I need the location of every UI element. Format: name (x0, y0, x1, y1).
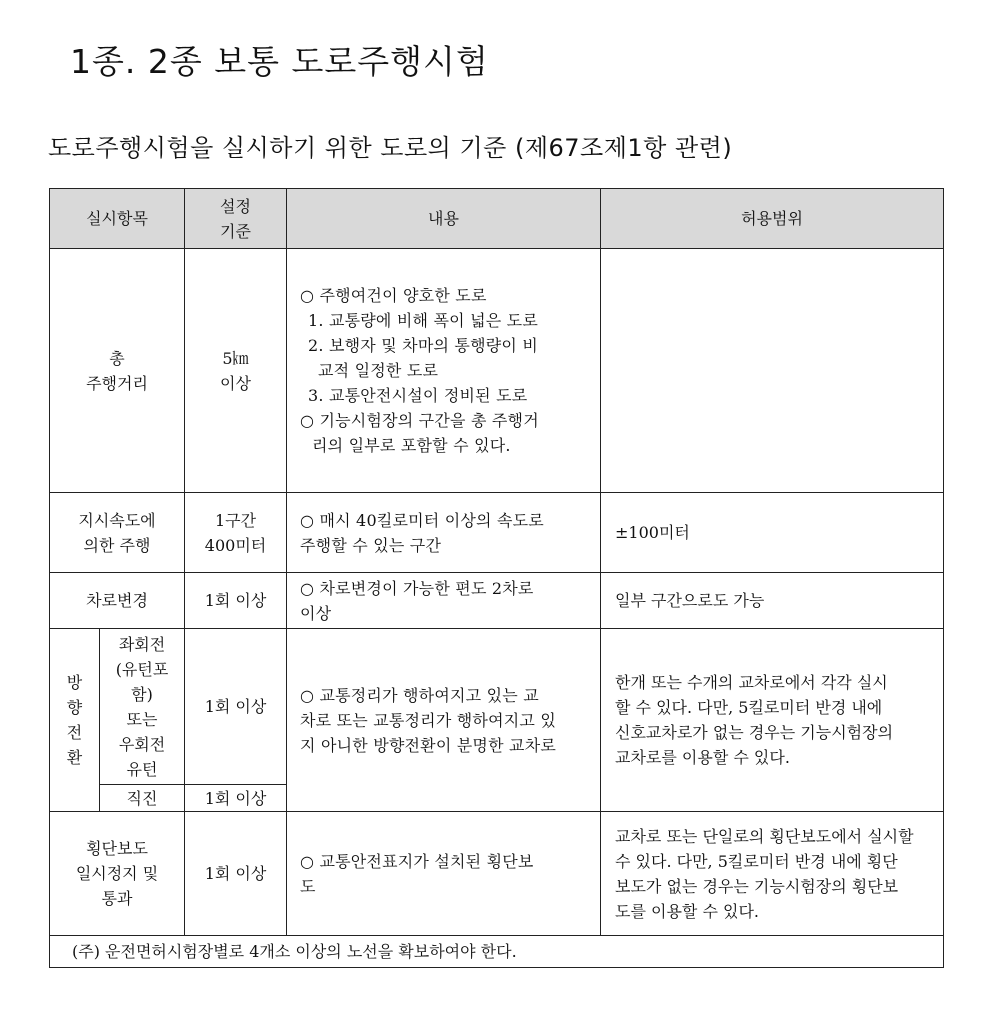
road-test-standards-table (49, 188, 944, 968)
content-line: ○ 교통정리가 행하여지고 있는 교 (300, 685, 539, 705)
range-line: 도를 이용할 수 있다. (615, 901, 760, 921)
table-row-lane-change (50, 573, 944, 629)
content-line: 1. 교통량에 비해 폭이 넓은 도로 (308, 311, 538, 330)
cell-item (50, 493, 185, 573)
range-line: 교차로 또는 단일로의 횡단보도에서 실시할 (615, 826, 914, 846)
cell-content (287, 812, 601, 936)
cell-standard (185, 493, 287, 573)
content-line: 도 (300, 876, 316, 896)
subitem-line: 유턴 (126, 759, 158, 779)
cell-standard: 1회 이상 (185, 812, 287, 936)
table-row-total-distance (50, 249, 944, 493)
cell-standard: 1회 이상 (185, 629, 287, 785)
subitem-line: 좌회전 (118, 634, 166, 654)
table-row-crosswalk (50, 812, 944, 936)
header-standard-line2: 기준 (220, 221, 251, 241)
content-line: 주행할 수 있는 구간 (300, 535, 442, 555)
content-line: 지 아니한 방향전환이 분명한 교차로 (300, 735, 556, 755)
subitem-line: (유턴포 (115, 659, 169, 679)
cell-subitem-turn (100, 629, 185, 785)
content-line: ○ 주행여건이 양호한 도로 (300, 286, 487, 305)
item-line2: 주행거리 (86, 373, 148, 393)
item-line: 횡단보도 (86, 839, 148, 858)
std-line1: 5㎞ (222, 348, 249, 368)
section-subtitle: 도로주행시험을 실시하기 위한 도로의 기준 (제67조제1항 관련) (48, 134, 733, 162)
cell-content (287, 629, 601, 812)
group-char: 전 (66, 723, 83, 742)
range-line: 수 있다. 다만, 5킬로미터 반경 내에 횡단 (615, 851, 898, 871)
header-item: 실시항목 (50, 189, 185, 249)
cell-standard (185, 249, 287, 493)
cell-standard: 1회 이상 (185, 573, 287, 629)
item-line: 일시정지 및 (75, 864, 159, 883)
item-line1: 총 (109, 348, 125, 368)
range-line: 할 수 있다. 다만, 5킬로미터 반경 내에 (615, 698, 883, 717)
content-line: 이상 (300, 603, 332, 623)
range-line: 신호교차로가 없는 경우는 기능시험장의 (615, 723, 894, 742)
content-line: 3. 교통안전시설이 정비된 도로 (308, 386, 528, 405)
cell-range (601, 249, 944, 493)
content-line: ○ 매시 40킬로미터 이상의 속도로 (300, 510, 544, 530)
table-note: (주) 운전면허시험장별로 4개소 이상의 노선을 확보하여야 한다. (50, 936, 944, 968)
cell-standard: 1회 이상 (185, 785, 287, 812)
cell-range (601, 812, 944, 936)
item-line1: 지시속도에 (78, 510, 156, 530)
table-row-direction-change (50, 629, 944, 785)
range-line: 한개 또는 수개의 교차로에서 각각 실시 (615, 673, 888, 692)
cell-item: 차로변경 (50, 573, 185, 629)
content-line: ○ 기능시험장의 구간을 총 주행거 (300, 411, 539, 430)
std-line2: 이상 (220, 373, 251, 393)
group-char: 방 (66, 673, 83, 692)
std-line1: 1구간 (214, 510, 257, 530)
table-row-speed (50, 493, 944, 573)
cell-subitem-straight: 직진 (100, 785, 185, 812)
subitem-line: 함) (131, 684, 153, 704)
item-line: 통과 (101, 889, 133, 908)
std-line2: 400미터 (204, 535, 267, 555)
subitem-line: 우회전 (118, 734, 166, 754)
subitem-line: 또는 (126, 709, 158, 729)
table-header-row (50, 189, 944, 249)
header-standard (185, 189, 287, 249)
cell-range: 일부 구간으로도 가능 (601, 573, 944, 629)
cell-content (287, 249, 601, 493)
content-line: 리의 일부로 포함할 수 있다. (312, 436, 511, 455)
group-char: 환 (66, 748, 83, 767)
cell-range (601, 629, 944, 812)
cell-content (287, 493, 601, 573)
page-title: 1종. 2종 보통 도로주행시험 (70, 42, 489, 81)
content-line: 2. 보행자 및 차마의 통행량이 비 (308, 336, 538, 355)
header-standard-line1: 설정 (220, 196, 251, 216)
table-note-row (50, 936, 944, 968)
content-line: ○ 차로변경이 가능한 편도 2차로 (300, 578, 534, 598)
cell-group-direction-change (50, 629, 100, 812)
cell-content (287, 573, 601, 629)
content-line: ○ 교통안전표지가 설치된 횡단보 (300, 851, 534, 871)
content-line: 차로 또는 교통정리가 행하여지고 있 (300, 710, 556, 730)
group-char: 향 (66, 698, 83, 717)
range-line: 보도가 없는 경우는 기능시험장의 횡단보 (615, 876, 899, 896)
header-range: 허용범위 (601, 189, 944, 249)
range-line: 교차로를 이용할 수 있다. (615, 748, 790, 767)
cell-item (50, 249, 185, 493)
cell-range: ±100미터 (601, 493, 944, 573)
item-line2: 의한 주행 (83, 535, 151, 555)
header-content: 내용 (287, 189, 601, 249)
content-line: 교적 일정한 도로 (318, 361, 439, 380)
cell-item (50, 812, 185, 936)
